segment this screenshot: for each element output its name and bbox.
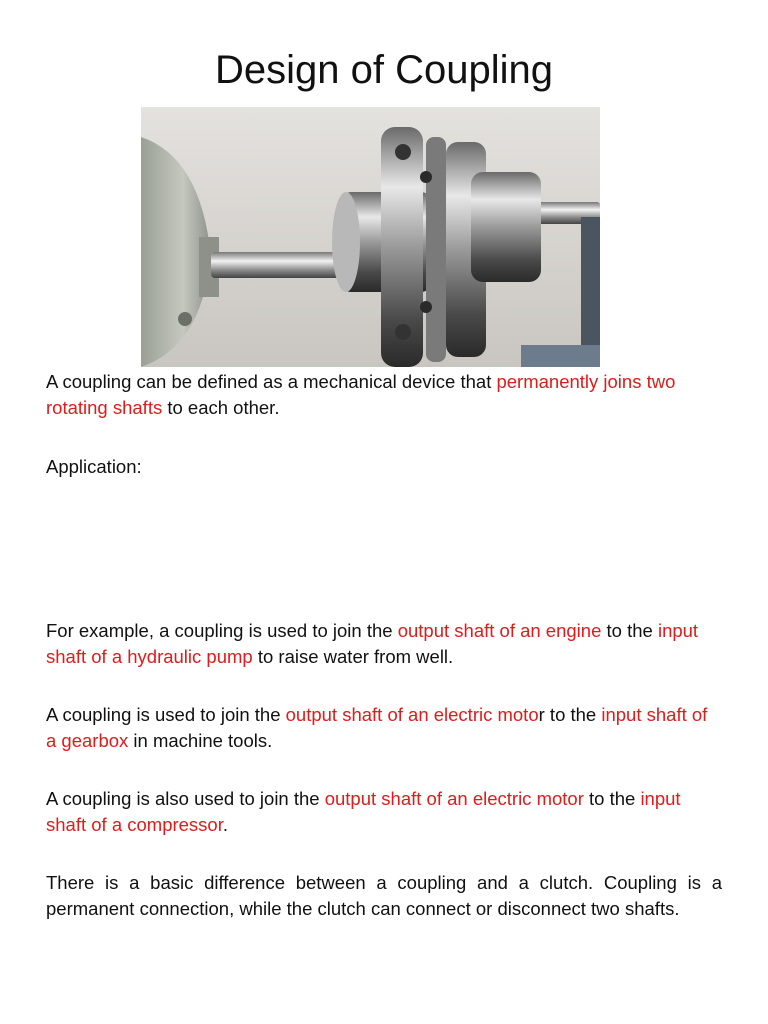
example3-text-a: A coupling is also used to join the [46,788,325,809]
intro-paragraph [46,369,722,421]
example1-text-e: to raise water from well. [252,646,454,667]
example2-highlight-2: input shaft of a gearbox [46,704,708,751]
example2-paragraph [46,702,722,754]
application-label: Application: [46,456,142,477]
intro-highlight: permanently joins two rotating shafts [46,371,676,418]
example2-highlight-1: output shaft of an electric moto [285,704,539,725]
example1-highlight-2: input shaft of a hydraulic pump [46,620,699,667]
example3-text-c: to the [583,788,641,809]
example2-text-c: r to the [538,704,602,725]
example1-highlight-1: output shaft of an engine [397,620,602,641]
example3-highlight-1: output shaft of an electric motor [324,788,584,809]
example3-highlight-2: input shaft of a compressor [46,788,681,835]
example1-text-a: For example, a coupling is used to join the [46,620,398,641]
example3-paragraph [46,786,722,838]
intro-text-c: to each other. [162,397,280,418]
example2-text-e: in machine tools. [128,730,273,751]
coupling-illustration [141,107,600,367]
example3-text-e: . [222,814,229,835]
example1-text-c: to the [601,620,658,641]
coupling-photo [141,107,600,367]
example1-paragraph [46,618,722,670]
example2-text-a: A coupling is used to join the [46,704,286,725]
page-title: Design of Coupling [215,48,553,92]
intro-text-a: A coupling can be defined as a mechanical device that [46,371,497,392]
difference-paragraph: There is a basic difference between a coupling and a clutch. Coupling is a permanent connection, while the clutch can connect or disconnect two shafts. [46,872,722,919]
